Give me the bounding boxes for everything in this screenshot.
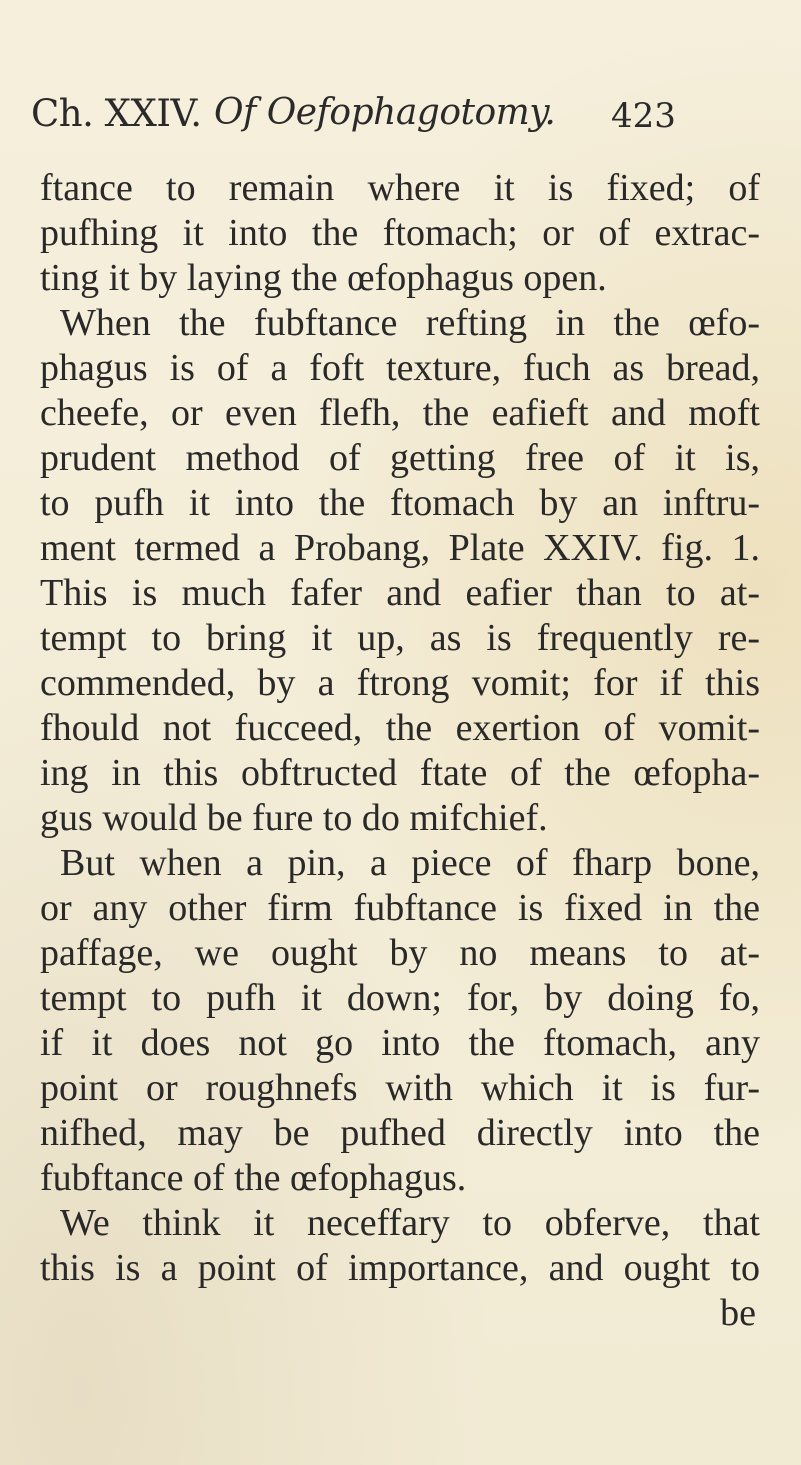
page-number: 423 xyxy=(611,96,676,136)
text-line: ting it by laying the œfophagus open. xyxy=(40,257,607,299)
body-text xyxy=(40,166,760,1336)
text-line: point or roughnefs with which it is fur- xyxy=(40,1067,760,1109)
text-line: phagus is of a foft texture, fuch as bread, xyxy=(40,347,760,389)
text-line: tempt to pufh it down; for, by doing fo, xyxy=(40,977,760,1019)
text-line: prudent method of getting free of it is, xyxy=(40,437,760,479)
text-line: But when a pin, a piece of fharp bone, xyxy=(60,842,760,884)
text-line: cheefe, or even flefh, the eafieft and moft xyxy=(40,392,760,434)
text-line: When the fubftance refting in the œfo- xyxy=(60,302,760,344)
text-line: paffage, we ought by no means to at- xyxy=(40,932,760,974)
running-header xyxy=(31,92,751,148)
text-line: nifhed, may be pufhed directly into the xyxy=(40,1112,760,1154)
text-line: tempt to bring it up, as is frequently re- xyxy=(40,617,760,659)
text-line: or any other firm fubftance is fixed in the xyxy=(40,887,760,929)
chapter-title: Of Oefophagotomy. xyxy=(214,92,556,133)
catchword: be xyxy=(720,1292,756,1334)
text-line: This is much fafer and eafier than to at- xyxy=(40,572,760,614)
text-line: commended, by a ftrong vomit; for if this xyxy=(40,662,760,704)
text-line: ftance to remain where it is fixed; of xyxy=(40,167,760,209)
text-line: this is a point of importance, and ought to xyxy=(40,1247,760,1289)
text-line: gus would be fure to do mifchief. xyxy=(40,797,548,839)
text-line: to pufh it into the ftomach by an inftru- xyxy=(40,482,760,524)
text-line: ment termed a Probang, Plate XXIV. fig. 1. xyxy=(40,527,760,569)
text-line: if it does not go into the ftomach, any xyxy=(40,1022,760,1064)
text-line: pufhing it into the ftomach; or of extrac- xyxy=(40,212,760,254)
text-line: ing in this obftructed ftate of the œfopha- xyxy=(40,752,760,794)
text-line: We think it neceffary to obferve, that xyxy=(60,1202,760,1244)
text-line: fhould not fucceed, the exertion of vomit- xyxy=(40,707,760,749)
text-line: fubftance of the œfophagus. xyxy=(40,1157,467,1199)
chapter-number: Ch. XXIV. xyxy=(31,92,202,135)
